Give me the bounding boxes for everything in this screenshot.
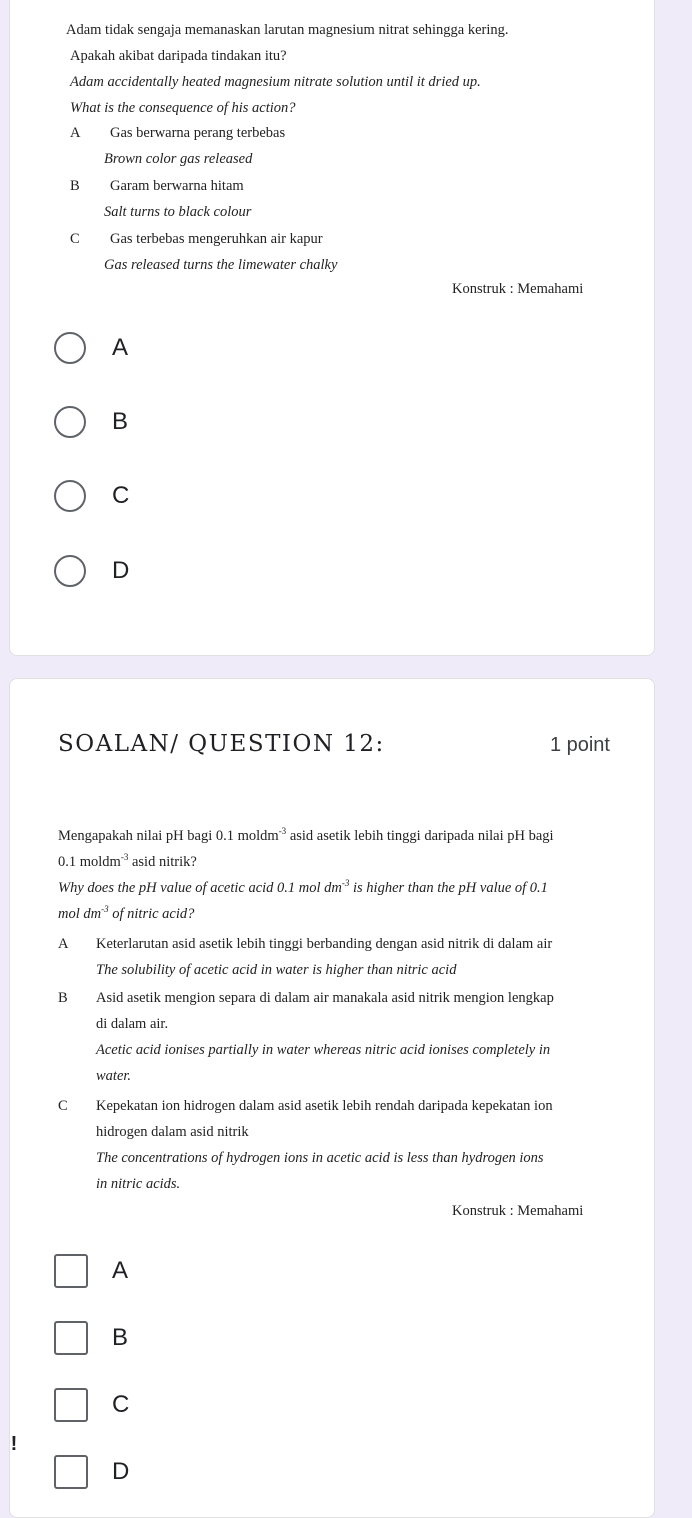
choice-label: D xyxy=(112,557,130,584)
q12-choice-b[interactable] xyxy=(54,1318,128,1358)
q12-option-text-en: The concentrations of hydrogen ions in acetic acid is less than hydrogen ions xyxy=(96,1150,544,1166)
q12-option-text-en-cont: in nitric acids. xyxy=(96,1176,181,1192)
q12-stem-en-line2 xyxy=(58,901,618,927)
superscript: -3 xyxy=(120,852,129,863)
superscript: -3 xyxy=(278,826,287,837)
q11-option-text-en: Brown color gas released xyxy=(104,151,253,167)
q12-stem-ms-line1 xyxy=(58,823,618,849)
q12-option-text-ms-cont: hidrogen dalam asid nitrik xyxy=(96,1124,249,1140)
text: of nitric acid? xyxy=(108,906,195,922)
q11-option-text-ms: Garam berwarna hitam xyxy=(110,178,244,194)
q12-option-text-ms: Asid asetik mengion separa di dalam air manakala asid nitrik mengion lengkap xyxy=(96,990,554,1006)
q11-option-c xyxy=(70,226,337,278)
q12-points: 1 point xyxy=(549,734,610,756)
q12-choice-d[interactable] xyxy=(54,1452,129,1492)
q11-stem-ms: Adam tidak sengaja memanaskan larutan magnesium nitrat sehingga kering. xyxy=(66,22,509,38)
text: is higher than the pH value of 0.1 xyxy=(349,880,548,896)
checkbox[interactable] xyxy=(54,1321,88,1355)
q12-option-text-ms: Keterlarutan asid asetik lebih tinggi berbanding dengan asid nitrik di dalam air xyxy=(96,936,553,952)
text: 0.1 moldm xyxy=(58,854,121,870)
q12-choice-c[interactable] xyxy=(54,1385,129,1425)
q11-question-en: What is the consequence of his action? xyxy=(70,100,296,116)
page-edge xyxy=(682,0,692,1508)
q11-option-letter: A xyxy=(70,125,81,141)
q12-choice-a[interactable] xyxy=(54,1251,128,1291)
text: mol dm xyxy=(58,906,102,922)
q11-option-b xyxy=(70,173,251,225)
q11-option-letter: B xyxy=(70,178,80,194)
choice-label: C xyxy=(112,1391,130,1418)
q12-option-letter: C xyxy=(58,1098,68,1114)
q12-option-text-ms-cont: di dalam air. xyxy=(96,1016,169,1032)
radio-button[interactable] xyxy=(54,555,86,587)
q11-konstruk-label: Konstruk : Memahami xyxy=(452,281,584,297)
q12-stem-ms-line2 xyxy=(58,849,618,875)
q11-question-ms: Apakah akibat daripada tindakan itu? xyxy=(70,48,287,64)
q12-title: SOALAN/ QUESTION 12: xyxy=(58,731,385,757)
text: asid asetik lebih tinggi daripada nilai pH bagi xyxy=(286,828,554,844)
q12-option-b xyxy=(58,985,638,1089)
q12-stem-en-line1 xyxy=(58,875,618,901)
q12-option-a xyxy=(58,931,638,983)
q12-option-c xyxy=(58,1093,638,1197)
q11-option-letter: C xyxy=(70,231,80,247)
warning-icon: ! xyxy=(10,1432,18,1455)
radio-button[interactable] xyxy=(54,480,86,512)
choice-label: A xyxy=(112,334,129,361)
q12-option-text-ms: Kepekatan ion hidrogen dalam asid asetik lebih rendah daripada kepekatan ion xyxy=(96,1098,553,1114)
text: asid nitrik? xyxy=(128,854,197,870)
q11-option-text-ms: Gas terbebas mengeruhkan air kapur xyxy=(110,231,323,247)
q11-option-text-en: Gas released turns the limewater chalky xyxy=(104,257,338,273)
superscript: -3 xyxy=(101,904,109,915)
q12-option-text-en-cont: water. xyxy=(96,1068,132,1084)
q11-option-text-ms: Gas berwarna perang terbebas xyxy=(110,125,286,141)
q11-question-image xyxy=(66,17,606,121)
checkbox[interactable] xyxy=(54,1254,88,1288)
q11-choice-c[interactable] xyxy=(54,476,129,516)
choice-label: B xyxy=(112,1324,129,1351)
q11-option-text-en: Salt turns to black colour xyxy=(104,204,252,220)
checkbox[interactable] xyxy=(54,1388,88,1422)
q12-question-image xyxy=(58,823,618,927)
radio-button[interactable] xyxy=(54,406,86,438)
choice-label: C xyxy=(112,482,130,509)
q11-choice-b[interactable] xyxy=(54,402,128,442)
radio-button[interactable] xyxy=(54,332,86,364)
choice-label: A xyxy=(112,1257,129,1284)
q12-konstruk-label: Konstruk : Memahami xyxy=(452,1203,584,1219)
q12-option-text-en: The solubility of acetic acid in water is higher than nitric acid xyxy=(96,962,457,978)
q11-choice-d[interactable] xyxy=(54,551,129,591)
q11-choice-a[interactable] xyxy=(54,328,128,368)
text: Why does the pH value of acetic acid 0.1 mol dm xyxy=(58,880,342,896)
choice-label: B xyxy=(112,408,129,435)
choice-label: D xyxy=(112,1458,130,1485)
superscript: -3 xyxy=(341,878,350,889)
q11-option-a xyxy=(70,120,285,172)
q12-option-letter: A xyxy=(58,936,69,952)
q12-option-letter: B xyxy=(58,990,68,1006)
checkbox[interactable] xyxy=(54,1455,88,1489)
q12-option-text-en: Acetic acid ionises partially in water whereas nitric acid ionises completely in xyxy=(96,1042,551,1058)
text: Mengapakah nilai pH bagi 0.1 moldm xyxy=(58,828,279,844)
q11-stem-en: Adam accidentally heated magnesium nitrate solution until it dried up. xyxy=(70,74,481,90)
